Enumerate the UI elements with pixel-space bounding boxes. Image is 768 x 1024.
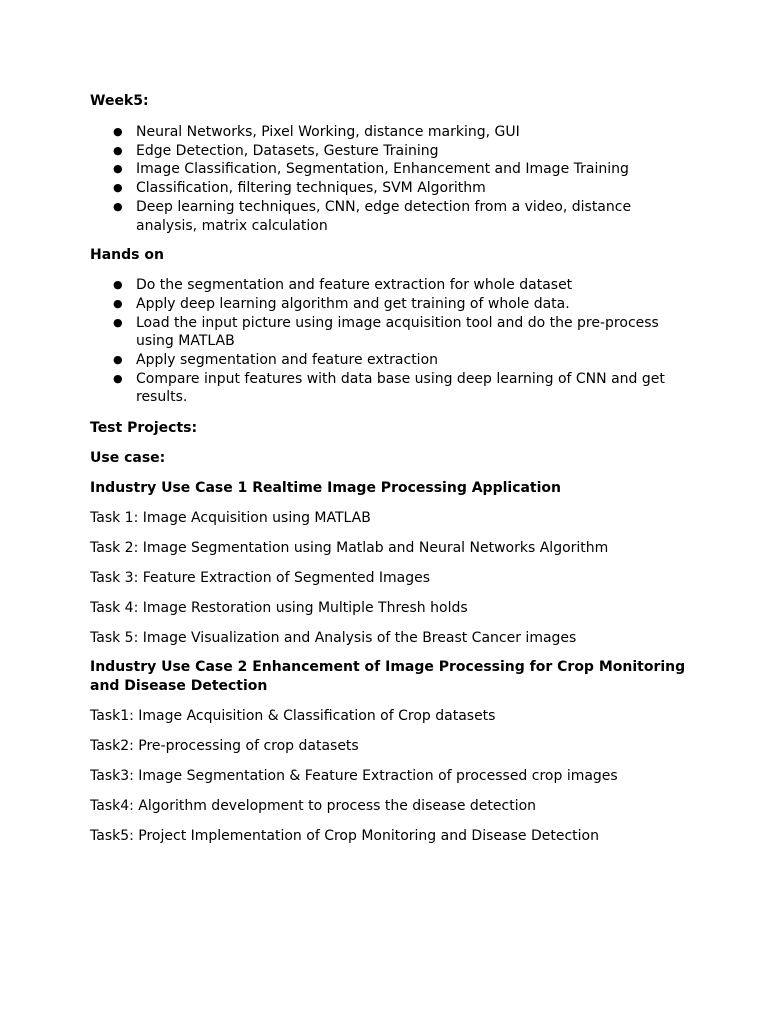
task-item: Task4: Algorithm development to process the disease detection [90,798,537,815]
list-item: ● Edge Detection, Datasets, Gesture Training [113,142,439,159]
list-item: ● Do the segmentation and feature extraction for whole dataset [113,277,573,294]
list-item: ● Image Classification, Segmentation, Enhancement and Image Training [113,161,629,178]
task-item: Task1: Image Acquisition & Classification of Crop datasets [90,708,496,725]
list-item: ● Compare input features with data base using deep learning of CNN and get results. [113,370,665,406]
list-item: ● Neural Networks, Pixel Working, distance marking, GUI [113,124,520,140]
task-item: Task3: Image Segmentation & Feature Extraction of processed crop images [90,768,618,785]
bullet-icon: ● [113,371,123,385]
bullet-icon: ● [113,353,123,367]
hands-on-heading: Hands on [90,247,164,264]
hands-on-list [90,276,690,407]
task-item: Task5: Project Implementation of Crop Monitoring and Disease Detection [90,828,599,845]
document-page [90,92,690,846]
week-list [90,123,690,235]
week-heading: Week5: [90,93,149,109]
bullet-icon: ● [113,143,123,157]
use-case-2-title: Industry Use Case 2 Enhancement of Image Processing for Crop Monitoring and Disease Detection [90,659,686,695]
list-item: ● Load the input picture using image acquisition tool and do the pre-process using MATLAB [113,314,659,350]
bullet-icon: ● [113,296,123,310]
task-item: Task 5: Image Visualization and Analysis of the Breast Cancer images [90,630,577,647]
task-item: Task 4: Image Restoration using Multiple Thresh holds [90,600,468,617]
bullet-icon: ● [113,315,123,329]
use-case-heading: Use case: [90,450,166,467]
task-item: Task 3: Feature Extraction of Segmented Images [90,570,431,587]
test-projects-heading: Test Projects: [90,420,198,437]
bullet-icon: ● [113,125,123,138]
use-case-1-title: Industry Use Case 1 Realtime Image Processing Application [90,480,562,497]
task-item: Task2: Pre-processing of crop datasets [90,738,359,755]
bullet-icon: ● [113,162,123,176]
bullet-icon: ● [113,199,123,213]
bullet-icon: ● [113,181,123,195]
list-item: ● Deep learning techniques, CNN, edge detection from a video, distance analysis, matrix calculation [113,198,632,234]
task-item: Task 2: Image Segmentation using Matlab and Neural Networks Algorithm [90,540,609,557]
list-item: ● Classification, filtering techniques, SVM Algorithm [113,180,486,197]
task-item: Task 1: Image Acquisition using MATLAB [90,510,371,527]
list-item: ● Apply segmentation and feature extraction [113,352,439,369]
list-item: ● Apply deep learning algorithm and get training of whole data. [113,295,570,312]
bullet-icon: ● [113,278,123,292]
